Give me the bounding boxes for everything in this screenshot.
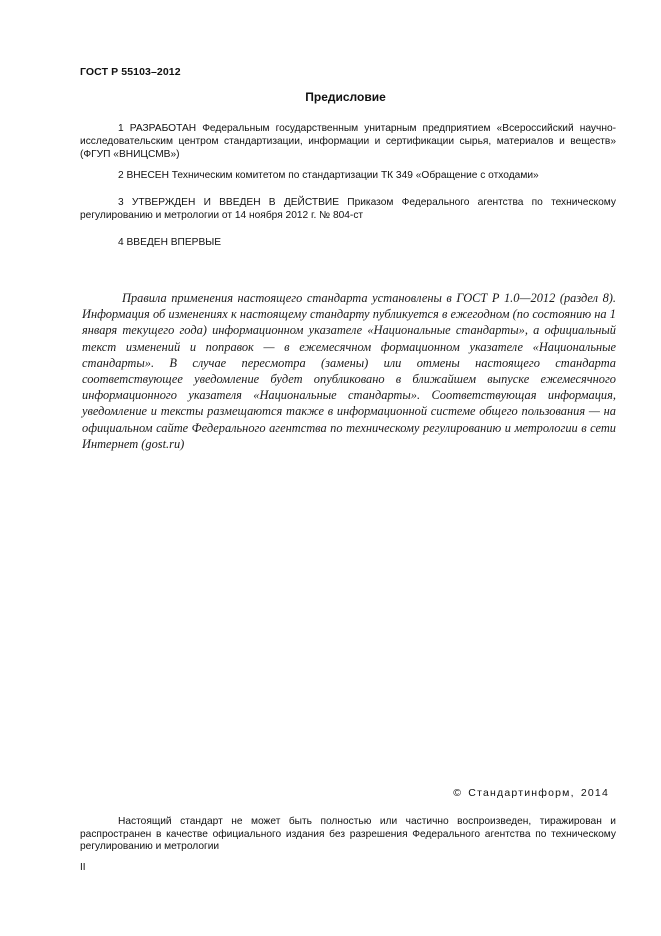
foreword-item-first-time: 4 ВВЕДЕН ВПЕРВЫЕ xyxy=(118,237,222,248)
application-rules-notice: Правила применения настоящего стандарта установлены в ГОСТ Р 1.0—2012 (раздел 8). Информация об изменениях к настоящему стандарту публикуется в ежегодном (по состоянию на 1 января текущего года) информационном указателе «Национальные стандарты», а официальный текст изменений и поправок — в ежемесячном формационном указателе «Национальные стандарты». В случае пересмотра (замены) или отмены настоящего стандарта соответствующее уведомление будет опубликовано в ближайшем выпуске ежемесячного информационного указателя «Национальные стандарты». Соответствующая информация, уведомление и тексты размещаются также в информационной системе общего пользования — на официальном сайте Федерального агентства по техническому регулированию и метрологии в сети Интернет (gost.ru) xyxy=(82,291,616,451)
standard-code: ГОСТ Р 55103–2012 xyxy=(80,66,181,78)
foreword-title: Предисловие xyxy=(305,90,386,104)
copyright-line: © Стандартинформ, 2014 xyxy=(453,787,609,799)
reproduction-notice: Настоящий стандарт не может быть полностью или частично воспроизведен, тиражирован и распространен в качестве официального издания без разрешения Федерального агентства по техническому регулированию и метрологии xyxy=(80,816,616,852)
foreword-item-developed: 1 РАЗРАБОТАН Федеральным государственным унитарным предприятием «Всероссийский научно-исследовательским центром стандартизации, информации и сертификации сырья, материалов и веществ» (ФГУП «ВНИЦСМВ») xyxy=(80,123,616,160)
page-number: II xyxy=(80,862,86,873)
foreword-item-introduced: 2 ВНЕСЕН Техническим комитетом по стандартизации ТК 349 «Обращение с отходами» xyxy=(118,170,539,181)
foreword-item-approved: 3 УТВЕРЖДЕН И ВВЕДЕН В ДЕЙСТВИЕ Приказом Федерального агентства по техническому регулированию и метрологии от 14 ноября 2012 г. № 804-ст xyxy=(80,197,616,221)
